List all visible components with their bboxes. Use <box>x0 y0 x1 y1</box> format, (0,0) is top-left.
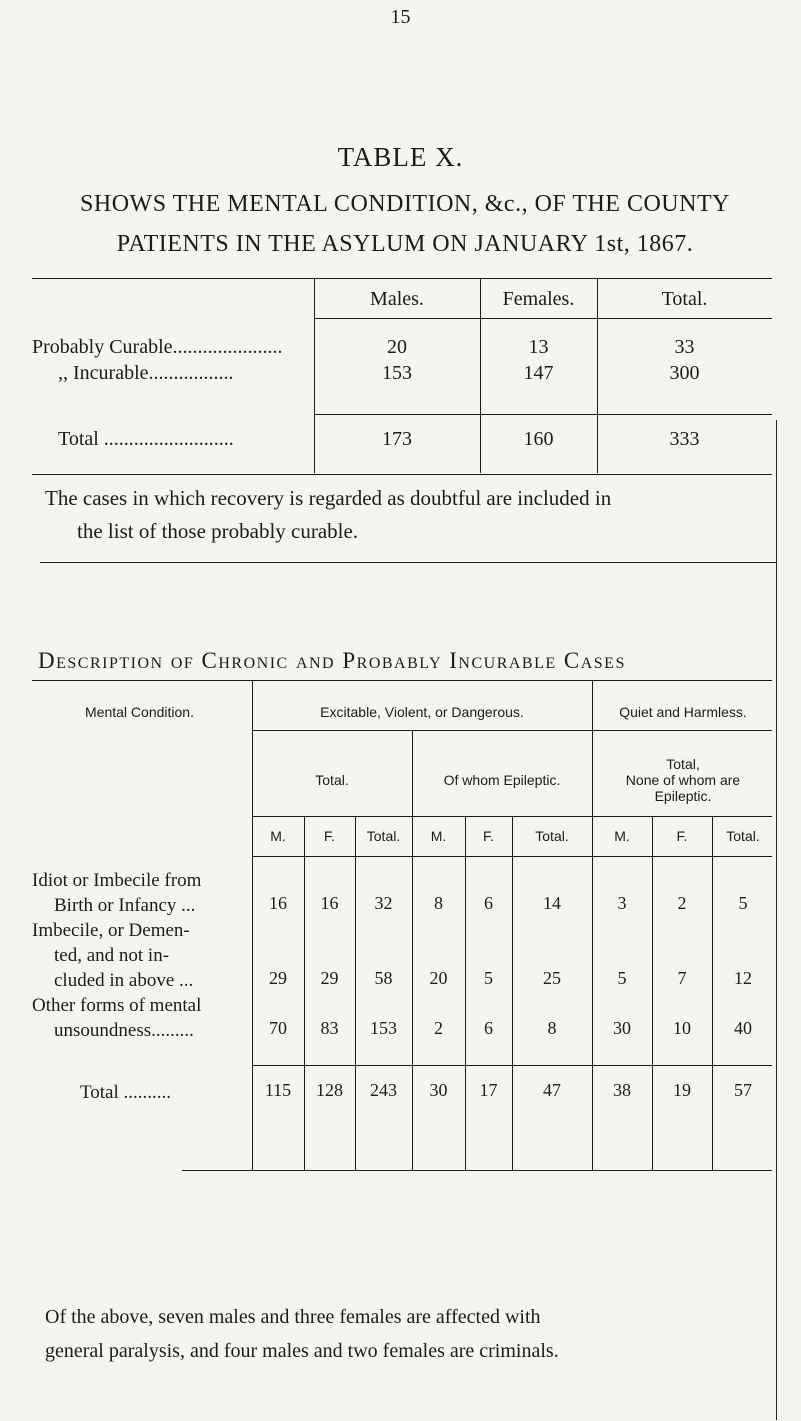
table2-col-divider <box>512 816 513 1170</box>
table1-total-rule <box>314 414 772 415</box>
table2-row-label <box>32 993 250 1043</box>
table2-cell: 8 <box>434 893 443 913</box>
subtitle-line-2: PATIENTS IN THE ASYLUM ON JANUARY 1st, 1867. <box>116 231 694 257</box>
table2-cell: 16 <box>269 893 287 913</box>
row-label-line: ted, and not in- <box>54 945 170 966</box>
table1-total-cell: 173 <box>382 428 412 450</box>
chronic-cases-table <box>32 680 772 1340</box>
table2-cell: 2 <box>434 1018 443 1038</box>
col-m: M. <box>614 828 630 844</box>
col-f: F. <box>324 828 335 844</box>
col-m: M. <box>430 828 447 844</box>
sub-quiet-line-1: Total, <box>666 756 700 772</box>
table2-cell: 6 <box>484 1018 493 1038</box>
col-total: Total. <box>535 828 569 844</box>
footer-line-2: general paralysis, and four males and two females are criminals. <box>45 1340 559 1362</box>
recovery-note <box>45 482 765 548</box>
table-subtitle <box>40 184 770 264</box>
row-label-line: Idiot or Imbecile from <box>32 870 202 891</box>
table2-col-divider <box>465 816 466 1170</box>
table2-cell: 5 <box>484 968 493 988</box>
table2-sub-epileptic: Of whom Epileptic. <box>443 772 561 788</box>
table2-cell: 29 <box>269 968 287 988</box>
table2-cell: 40 <box>734 1018 752 1038</box>
table2-sub-total: Total. <box>315 772 349 788</box>
row-label-line: Birth or Infancy ... <box>54 895 196 916</box>
section-rule <box>40 562 776 563</box>
table2-cell: 14 <box>543 893 561 913</box>
col-total: Total. <box>366 828 401 844</box>
table1-cell: 13 <box>528 336 549 358</box>
table2-divider-sub <box>412 730 413 1170</box>
table2-cell: 12 <box>734 968 752 988</box>
footer-note <box>45 1300 765 1368</box>
footer-line-1: Of the above, seven males and three females are affected with <box>45 1306 541 1328</box>
table2-cell: 30 <box>613 1018 631 1038</box>
table2-cell: 29 <box>320 968 339 988</box>
table2-total-cell: 19 <box>673 1080 691 1100</box>
table2-sub-quiet-total <box>592 756 774 804</box>
table2-total-label: Total .......... <box>80 1082 172 1103</box>
table1-header-males: Males. <box>370 288 424 310</box>
sub-quiet-line-2: None of whom are <box>625 772 741 788</box>
table1-total-label: Total .......................... <box>58 428 234 450</box>
table2-cell: 5 <box>617 968 627 988</box>
sub-quiet-line-3: Epileptic. <box>654 788 712 804</box>
table2-colhead-rule <box>252 856 772 857</box>
table2-header-quiet: Quiet and Harmless. <box>619 704 747 720</box>
table2-total-cell: 30 <box>429 1080 448 1100</box>
col-total: Total. <box>726 828 760 844</box>
table1-bottom-rule <box>32 474 772 475</box>
table2-top-rule <box>32 680 772 681</box>
table1-row-label: ,, Incurable................. <box>58 362 234 384</box>
table2-total-cell: 17 <box>479 1080 498 1100</box>
col-f: F. <box>676 828 688 844</box>
table1-row-label: Probably Curable...................... <box>32 336 283 358</box>
table2-bottom-rule <box>182 1170 772 1171</box>
table2-cell: 32 <box>374 893 393 913</box>
table1-header-rule <box>314 318 772 319</box>
page-number: 15 <box>390 6 411 28</box>
table2-col-divider <box>652 816 653 1170</box>
table2-col-divider <box>355 816 356 1170</box>
table1-top-rule <box>32 278 772 279</box>
row-label-line: Other forms of mental <box>32 995 202 1016</box>
table2-cell: 58 <box>374 968 393 988</box>
table1-cell: 33 <box>674 336 695 358</box>
table2-row-label <box>32 918 250 993</box>
table1-header-total: Total. <box>661 288 708 310</box>
note-line-1: The cases in which recovery is regarded as doubtful are included in <box>45 486 612 510</box>
table1-cell: 20 <box>387 336 407 358</box>
row-label-line: unsoundness......... <box>54 1020 194 1041</box>
row-label-line: cluded in above ... <box>54 970 194 991</box>
table2-total-rule <box>252 1065 772 1066</box>
table1-header-females: Females. <box>502 288 575 310</box>
description-heading: Description of Chronic and Probably Incurable Cases <box>38 648 626 673</box>
table2-col-divider <box>304 816 305 1170</box>
table2-total-cell: 57 <box>734 1080 752 1100</box>
table2-cell: 2 <box>677 893 687 913</box>
table1-cell: 153 <box>382 362 412 384</box>
col-m: M. <box>270 828 286 844</box>
table2-cell: 153 <box>370 1018 397 1038</box>
table2-total-cell: 115 <box>264 1080 292 1100</box>
table2-col-divider <box>712 816 713 1170</box>
table1-cell: 300 <box>669 362 700 384</box>
condition-summary-table <box>32 278 772 478</box>
table2-cell: 20 <box>429 968 448 988</box>
col-f: F. <box>483 828 494 844</box>
table2-cell: 8 <box>547 1018 557 1038</box>
row-label-line: Imbecile, or Demen- <box>32 920 190 941</box>
table2-cell: 70 <box>269 1018 287 1038</box>
table2-cell: 10 <box>673 1018 691 1038</box>
table2-cell: 6 <box>484 893 493 913</box>
table1-total-cell: 160 <box>523 428 554 450</box>
table2-cell: 25 <box>543 968 561 988</box>
table2-header-mental-condition: Mental Condition. <box>85 704 194 720</box>
table2-total-cell: 128 <box>316 1080 343 1100</box>
table2-header-excitable: Excitable, Violent, or Dangerous. <box>320 704 524 720</box>
table2-cell: 7 <box>677 968 687 988</box>
page-edge-rule <box>776 420 777 1420</box>
table2-cell: 83 <box>320 1018 339 1038</box>
table-title: TABLE X. <box>337 142 464 172</box>
subtitle-line-1: SHOWS THE MENTAL CONDITION, &c., OF THE COUNTY <box>80 191 730 217</box>
table2-row-label <box>32 868 250 918</box>
table1-cell: 147 <box>523 362 554 384</box>
table2-cell: 3 <box>617 893 627 913</box>
note-line-2: the list of those probably curable. <box>77 519 359 543</box>
table2-group-rule <box>252 730 772 731</box>
table2-total-cell: 243 <box>370 1080 397 1100</box>
table2-cell: 5 <box>738 893 748 913</box>
table2-total-cell: 38 <box>613 1080 631 1100</box>
table1-total-cell: 333 <box>669 428 700 450</box>
table2-cell: 16 <box>320 893 339 913</box>
table2-total-cell: 47 <box>543 1080 561 1100</box>
